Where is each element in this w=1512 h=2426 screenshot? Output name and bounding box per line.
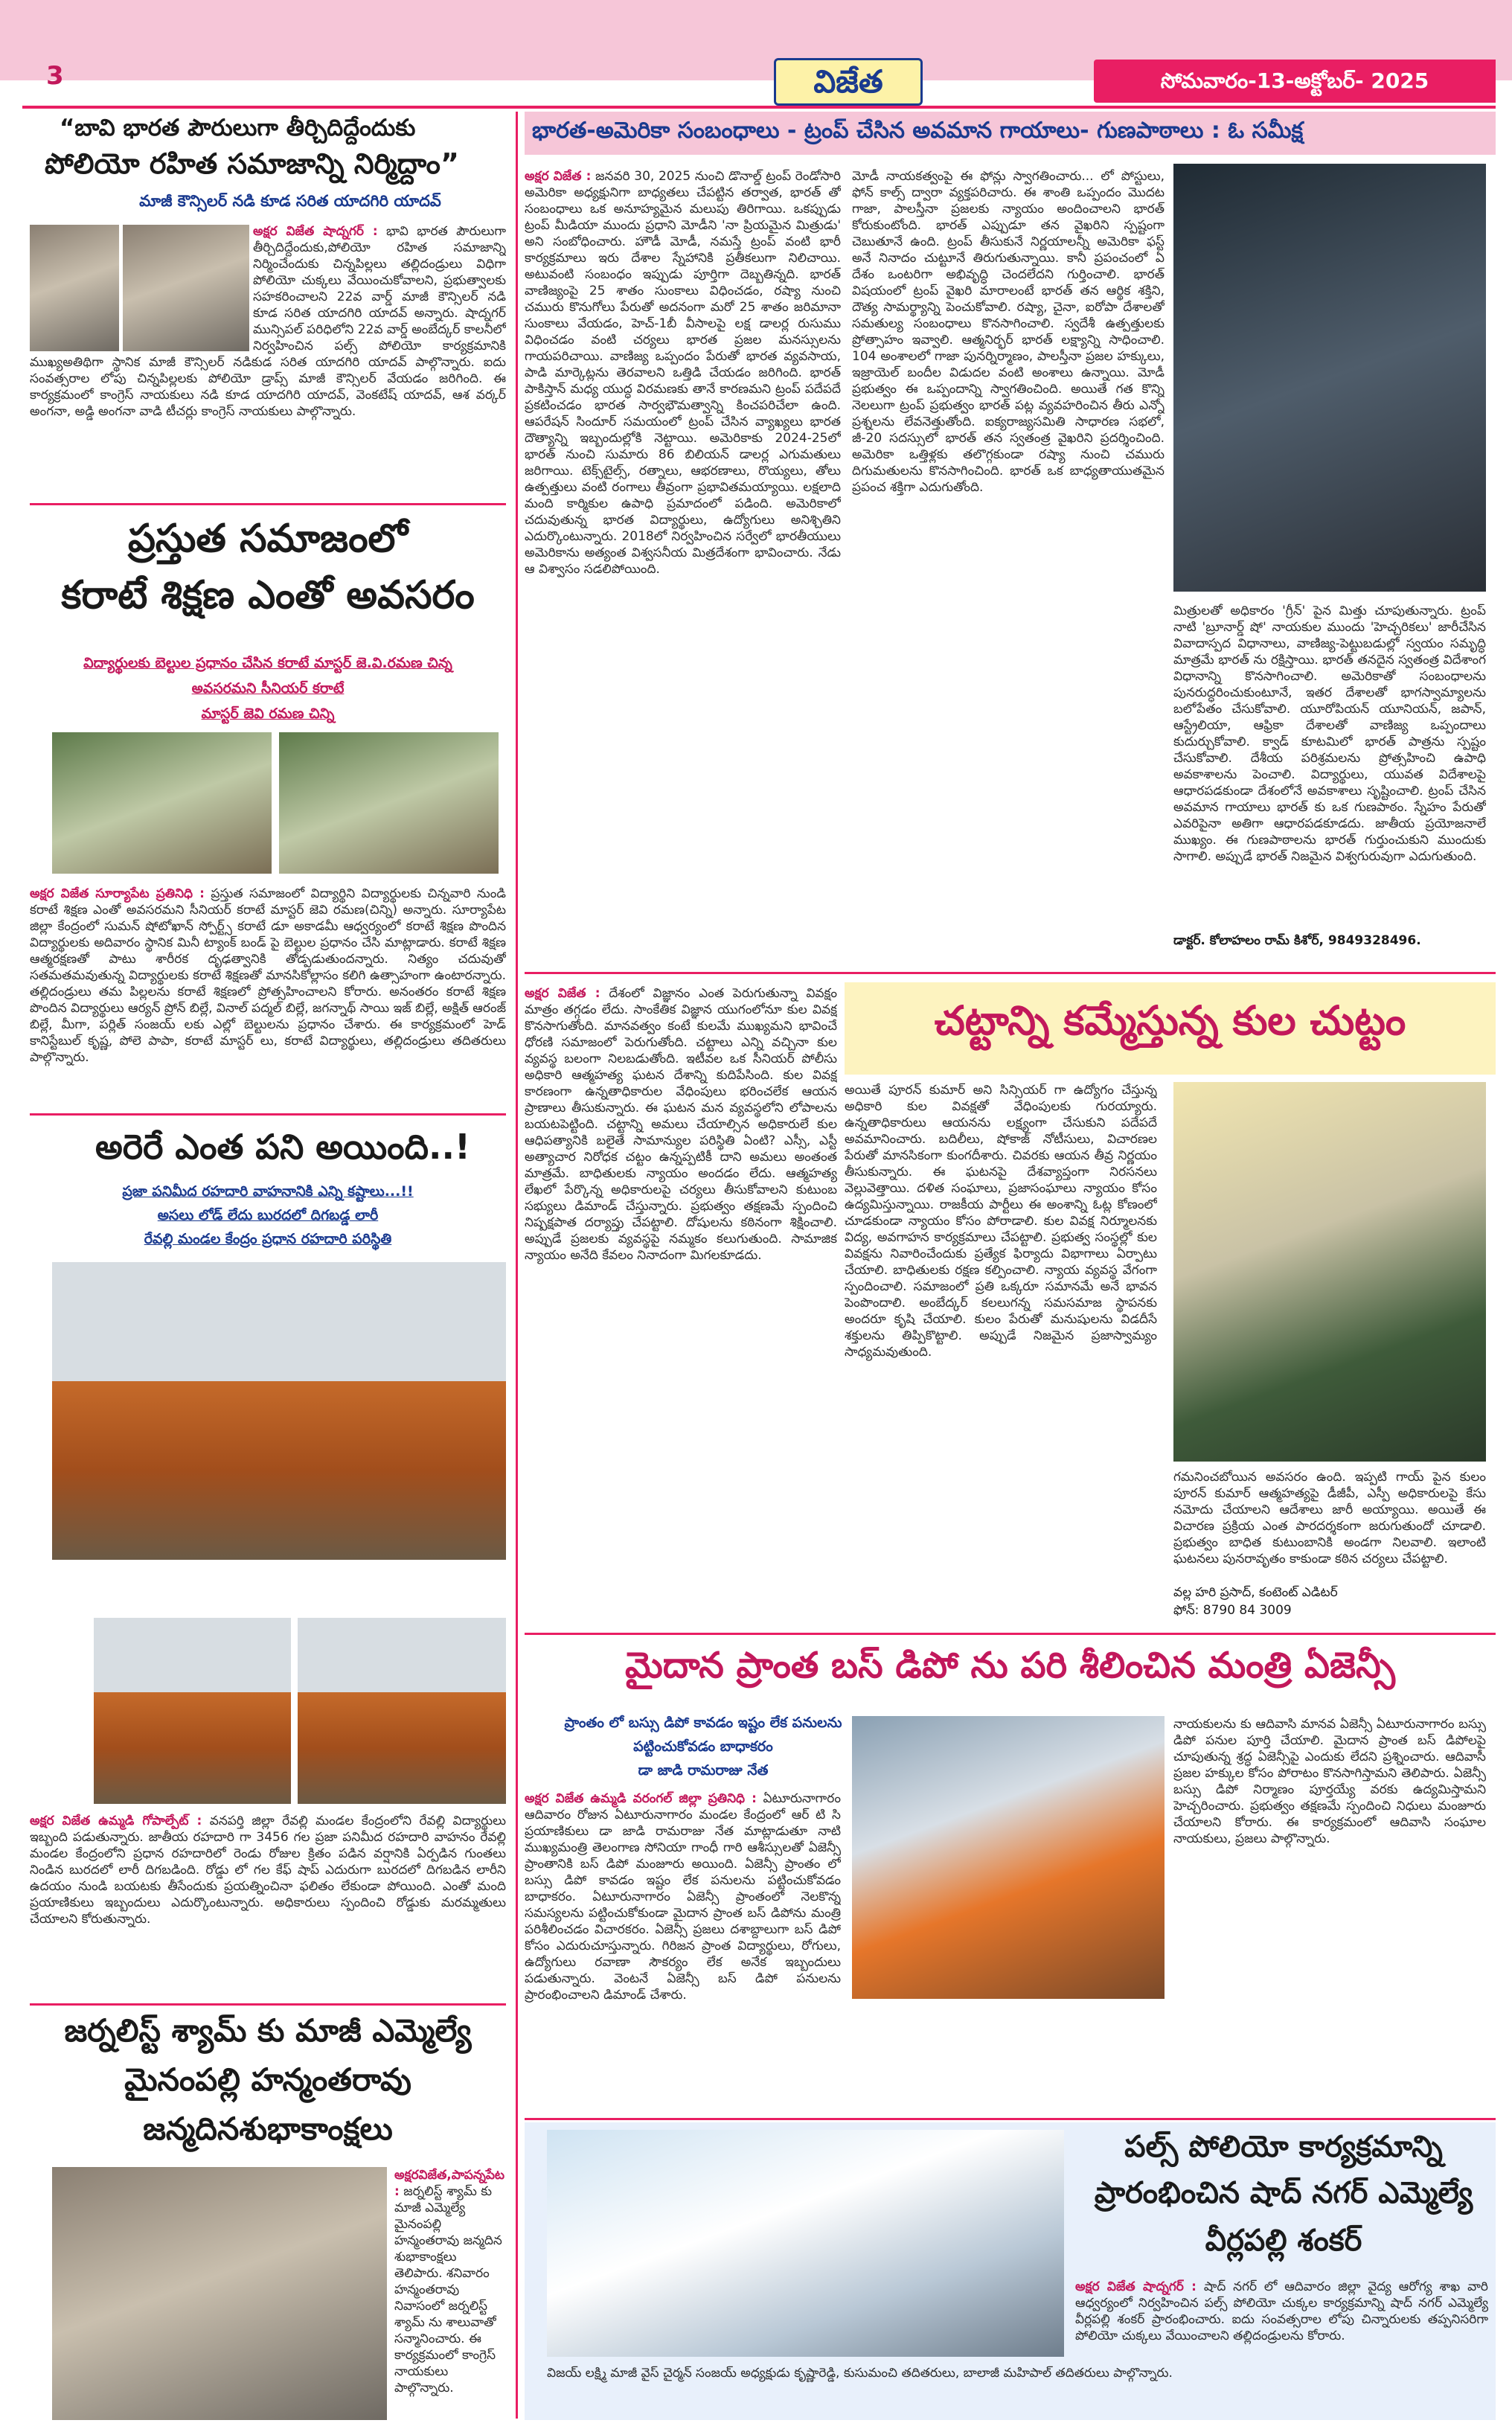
lorry-photo-3: [298, 1618, 506, 1804]
lorry-sub-2: అసలు లోడ్ లేదు బురదలో దిగబడ్డ లారీ: [157, 1207, 379, 1223]
caste-author: వల్ల హరి ప్రసాద్, కంటెంట్ ఎడిటర్: [1173, 1585, 1338, 1600]
karate-photo-2: [279, 732, 499, 874]
birthday-byline: అక్షరవిజేత,పాపన్నపేట :: [394, 2168, 505, 2199]
caste-col-1: [525, 985, 837, 1618]
shadnagar-line-2: ప్రారంభించిన షాద్ నగర్ ఎమ్మెల్యే: [1094, 2176, 1473, 2210]
birthday-story: [30, 2009, 506, 2426]
caste-col-1-text: దేశంలో విజ్ఞానం ఎంత పెరుగుతున్నా వివక్షం మాత్రం తగ్గడం లేదు. సాంకేతిక విజ్ఞాన యుగంలోనూ కుల వివక్ష కొనసాగుతోంది. మానవత్వం కంటే కులమే ముఖ్యమని భావించే ధోరణి సమాజంలో పెరుగుతోంది. చట్టాలు ఎన్ని వచ్చినా కుల వ్యవస్థ బలంగా నిలబడుతోంది. ఇటీవల ఒక సీనియర్ పోలీసు అధికారి ఆత్మహత్య ఘటన దేశాన్ని కుదిపేసింది. కుల వివక్ష కారణంగా ఉన్నతాధికారుల వేధింపులు భరించలేక ఆయన ప్రాణాలు తీసుకున్నారు. ఈ ఘటన మన వ్యవస్థలోని లోపాలను బయటపెట్టింది. చట్టాన్ని అమలు చేయాల్సిన అధికారులే కుల ఆధిపత్యానికి బలైతే సామాన్యుల పరిస్థితి ఏంటి? ఎస్సీ, ఎస్టీ అత్యాచార నిరోధక చట్టం ఉన్నప్పటికీ దాని అమలు అంతంత మాత్రమే. బాధితులకు న్యాయం అందడం లేదు. ఆత్మహత్య లేఖలో పేర్కొన్న అధికారులపై చర్యలు తీసుకోవాలని కుటుంబ సభ్యులు డిమాండ్ చేస్తున్నారు. ప్రభుత్వం తక్షణమే స్పందించి నిష్పక్షపాత దర్యాప్తు చేపట్టాలి. దోషులను కఠినంగా శిక్షించాలి. అప్పుడే ప్రజలకు వ్యవస్థపై నమ్మకం కలుగుతుంది. సామాజిక న్యాయం అనేది కేవలం నినాదంగా మిగలకూడదు.: [525, 986, 837, 1263]
caste-phone: ఫోన్: 8790 84 3009: [1173, 1603, 1292, 1618]
bus-depot-sub-3: డా జాడి రామరాజు నేత: [638, 1762, 769, 1779]
polio-subhead: మాజీ కౌన్సిలర్ నడి కూడ సరిత యాదగిరి యాదవ్: [139, 192, 441, 210]
masthead-rule: [22, 106, 1496, 109]
india-us-photo: [1173, 164, 1486, 592]
polio-story: [30, 112, 506, 499]
karate-body-text: ప్రస్తుత సమాజంలో విద్యార్థిని విద్యార్థులకు చిన్నవారి నుండి కరాటే శిక్షణ ఎంతో అవసరమని సీనియర్ కరాటే మాస్టర్ జెవి రమణ(చిన్ని) అన్నారు. సూర్యాపేట జిల్లా కేంద్రంలో సుమన్ షోటోఖాన్ స్పోర్ట్స్ కరాటే డూ అకాడమీ ఆధ్వర్యంలో కరాటే శిక్షణ పొందిన విద్యార్థులకు అదివారం స్థానిక మినీ ట్యాంక్ బండ్ పై బెల్టుల ప్రధానం చేసి మాట్లాడారు. కరాటే శిక్షణ ఆత్మరక్షణతో పాటు శారీరక దృఢత్వానికి తోడ్పడుతుందన్నారు. నిత్యం చదువుతో సతమతమవుతున్న విద్యార్థులకు కరాటే శిక్షణతో మానసికోల్లాసం కలిగి ఉత్సాహంగా ఉంటారన్నారు. తల్లిదండ్రులు తమ పిల్లలను కరాటే శిక్షణలో ప్రోత్సహించాలని కోరారు. అనంతరం కరాటే శిక్షణ పొందిన విద్యార్థులు ఆర్యన్ ప్రోన్ బిల్లే, వినాల్ పద్మల్ బిల్లే, జగన్నాథ్ సాయి ఇజ్ బిల్లే, అక్షిత్ ఆరంజ్ బిల్లే, మీగా, పర్లిత్ సంజయ్ లకు ఎల్లో బెల్టులను ప్రధానం చేశారు. ఈ కార్యక్రమంలో హెడ్ కానిస్టేబుల్ కృష్ణ, పోలె పాపా, కరాటే మాస్టర్ లు, కరాటే విద్యార్థులు, తల్లిదండ్రులు తదితరులు పాల్గొన్నారు.: [30, 886, 506, 1065]
birthday-line-1: జర్నలిస్ట్ శ్యామ్ కు మాజీ ఎమ్మెల్యే: [64, 2012, 472, 2049]
shadnagar-caption: [547, 2365, 1488, 2414]
birthday-line-3: జన్మదినశుభాకాంక్షలు: [143, 2110, 393, 2147]
india-us-col-3-text: మిత్రులతో అధికారం 'గ్రీన్' పైన మిత్తు చూపుతున్నారు. ట్రంప్ నాటి 'బ్రూనార్డ్ షో' నాయకుల ముందు 'హెచ్చరికలు' జారీచేసిన వివాదాస్పద విధానాలు, వాణిజ్య-పెట్టుబడుల్లో స్వయం సమృద్ధి మాత్రమే భారత్ ను రక్షిస్తాయి. భారత్ తనదైన స్వతంత్ర విదేశాంగ విధానాన్ని కొనసాగించాలి. అమెరికాతో సంబంధాలను పునరుద్ధరించుకుంటూనే, ఇతర దేశాలతో భాగస్వామ్యాలను బలోపేతం చేసుకోవాలి. యూరోపియన్ యూనియన్, జపాన్, ఆస్ట్రేలియా, ఆఫ్రికా దేశాలతో వాణిజ్య ఒప్పందాలు కుదుర్చుకోవాలి. క్వాడ్ కూటమిలో భారత్ పాత్రను స్పష్టం చేసుకోవాలి. దేశీయ పరిశ్రమలను ప్రోత్సహించి ఉపాధి అవకాశాలను పెంచాలి. విద్యార్థులు, యువత విదేశాలపై ఆధారపడకుండా దేశంలోనే అవకాశాలు సృష్టించాలి. ట్రంప్ చేసిన అవమాన గాయాలు భారత్ కు ఒక గుణపాఠం. స్నేహం పేరుతో ఎవరిపైనా అతిగా ఆధారపడకూడదు. జాతీయ ప్రయోజనాలే ముఖ్యం. ఈ గుణపాఠాలను భారత్ గుర్తుంచుకుని ముందుకు సాగాలి. అప్పుడే భారత్ నిజమైన విశ్వగురువుగా ఎదుగుతుంది.: [1173, 604, 1486, 864]
birthday-body: [394, 2167, 506, 2420]
shadnagar-photo: [547, 2130, 1064, 2357]
rule-right-2: [525, 1633, 1496, 1635]
polio-body: [30, 223, 506, 499]
india-us-col-1-text: జనవరి 30, 2025 నుంచి డొనాల్డ్ ట్రంప్ రెండోసారి అమెరికా అధ్యక్షునిగా బాధ్యతలు చేపట్టిన తర్వాత, భారత్ తో సంబంధాలు ఒక అనూహ్యమైన మలుపు తిరిగాయి. ఒకప్పుడు ట్రంప్ మీడియా ముందు ప్రధాని మోడీని 'నా ప్రియమైన మిత్రుడు' అని సంబోధించారు. హౌడీ మోడీ, నమస్తే ట్రంప్ వంటి భారీ కార్యక్రమాలు ఇరు దేశాల స్నేహానికి ప్రతీకలుగా నిలిచాయి. అటువంటి సంబంధం ఇప్పుడు పూర్తిగా దెబ్బతిన్నది. భారత్ వాణిజ్యంపై 25 శాతం సుంకాలు విధించడం, రష్యా నుంచి చమురు కొనుగోలు పేరుతో అదనంగా మరో 25 శాతం జరిమానా సుంకాలు వేయడం, హెచ్-1బీ వీసాలపై లక్ష డాలర్ల రుసుము విధించడం వంటి చర్యలు భారత ప్రజల మనస్సులను గాయపరిచాయి. వాణిజ్య ఒప్పందం పేరుతో భారత వ్యవసాయ, పాడి మార్కెట్లను తెరవాలని ఒత్తిడి చేయడం జరిగింది. భారత్ పాకిస్తాన్ మధ్య యుద్ధ విరమణకు తానే కారణమని ట్రంప్ పదేపదే ప్రకటించడం భారత సార్వభౌమత్వాన్ని కించపరిచేలా ఉంది. ఆపరేషన్ సిందూర్ సమయంలో ట్రంప్ చేసిన వ్యాఖ్యలు భారత దౌత్యాన్ని ఇబ్బందుల్లోకి నెట్టాయి. అమెరికాకు 2024-25లో భారత్ నుంచి సుమారు 86 బిలియన్ డాలర్ల ఎగుమతులు జరిగాయి. టెక్స్‌టైల్స్, రత్నాలు, ఆభరణాలు, రొయ్యలు, తోలు ఉత్పత్తులు వంటి రంగాలు తీవ్రంగా ప్రభావితమయ్యాయి. లక్షలాది మంది కార్మికుల ఉపాధి ప్రమాదంలో పడింది. అమెరికాలో చదువుతున్న భారత విద్యార్థులు, ఉద్యోగులు అనిశ్చితిని ఎదుర్కొంటున్నారు. 2018లో నిర్వహించిన సర్వేలో భారతీయులు అమెరికాను అత్యంత విశ్వసనీయ మిత్రదేశంగా భావించారు. నేడు ఆ విశ్వాసం సడలిపోయింది.: [525, 169, 841, 577]
polio-headline-quote: “బావి భారత పౌరులుగా తీర్చిదిద్దేందుకు: [60, 115, 416, 141]
birthday-body-text: జర్నలిస్ట్ శ్యామ్ కు మాజీ ఎమ్మెల్యే మైనంపల్లి హన్మంతరావు జన్మదిన శుభాకాంక్షలు తెలిపారు. శనివారం హన్మంతరావు నివాసంలో జర్నలిస్ట్ శ్యామ్ ను శాలువాతో సన్మానించారు. ఈ కార్యక్రమంలో కాంగ్రెస్ నాయకులు పాల్గొన్నారు.: [394, 2184, 502, 2395]
rule-right-3: [525, 2118, 1496, 2120]
karate-sub-3: మాస్టర్ జెవి రమణ చిన్ని: [201, 705, 335, 722]
polio-headline-main: పోలియో రహిత సమాజాన్ని నిర్మిద్దాం”: [45, 147, 459, 180]
column-divider: [516, 112, 518, 2419]
birthday-photo: [52, 2167, 387, 2420]
shadnagar-polio-story: [525, 2122, 1496, 2420]
india-us-col-1: [525, 168, 841, 964]
masthead-logo: విజేత: [774, 58, 923, 106]
karate-sub-2: అవసరమని సీనియర్ కరాటే: [191, 680, 345, 697]
karate-photo-1: [52, 732, 272, 874]
lorry-photo-2: [94, 1618, 291, 1804]
page-number: 3: [46, 61, 64, 91]
india-us-headline: భారత-అమెరికా సంబంధాలు - ట్రంప్ చేసిన అవమాన గాయాలు- గుణపాఠాలు : ఓ సమీక్ష: [532, 118, 1304, 144]
birthday-line-2: మైనంపల్లి హన్మంతరావు: [124, 2061, 411, 2098]
caste-headline: చట్టాన్ని కమ్మేస్తున్న కుల చుట్టం: [934, 997, 1406, 1044]
bus-depot-col-1: [525, 1790, 841, 2110]
bus-depot-headline: మైదాన ప్రాంత బస్ డిపో ను పరి శీలించిన మంత్రి ఏజెన్సీ: [624, 1645, 1396, 1686]
bus-depot-sub-2: పట్టించుకోవడం బాధాకరం: [633, 1738, 773, 1755]
karate-headline-2: కరాటే శిక్షణ ఎంతో అవసరం: [61, 573, 475, 618]
caste-story: [525, 978, 1496, 1625]
shadnagar-line-3: వీర్లపల్లి శంకర్: [1205, 2224, 1362, 2258]
india-us-col-2-text: మోడీ నాయకత్వంపై ఈ ఫోన్లు స్వాగతించారు... లో పోస్టులు, ఫోన్ కాల్స్ ద్వారా వ్యక్తపరిచారు. ఈ శాంతి ఒప్పందం మొదట గాజా, పాలస్తీనా ప్రజలకు న్యాయం అందించాలని భారత్ కోరుకుంటోంది. భారత్ ఎప్పుడూ తన వైఖరిని స్పష్టంగా చెబుతూనే ఉంది. ట్రంప్ తీసుకునే నిర్ణయాలన్నీ అమెరికా ఫస్ట్ అనే నినాదం చుట్టూనే తిరుగుతున్నాయి. కానీ ప్రపంచంలో ఏ దేశం ఒంటరిగా అభివృద్ధి చెందలేదని గుర్తించాలి. భారత్ విషయంలో ట్రంప్ వైఖరి మారాలంటే భారత్ తన ఆర్థిక శక్తిని, దౌత్య సామర్థ్యాన్ని పెంచుకోవాలి. రష్యా, చైనా, ఐరోపా దేశాలతో సమతుల్య సంబంధాలు కొనసాగించాలి. స్వదేశీ ఉత్పత్తులకు ప్రోత్సాహం ఇవ్వాలి. ఆత్మనిర్భర్ భారత్ లక్ష్యాన్ని సాధించాలి. 104 అంశాలలో గాజా పునర్నిర్మాణం, పాలస్తీనా ప్రజల హక్కులు, ఇజ్రాయెల్ బందీల విడుదల వంటి అంశాలు ఉన్నాయి. మోడీ ప్రభుత్వం ఈ ఒప్పందాన్ని స్వాగతించింది. అయితే గత కొన్ని నెలలుగా ట్రంప్ ప్రభుత్వం భారత్ పట్ల వ్యవహరించిన తీరు ఎన్నో ప్రశ్నలను లేవనెత్తుతోంది. ఐక్యరాజ్యసమితి సాధారణ సభలో, జీ-20 సదస్సులో భారత్ తన స్వతంత్ర వైఖరిని ప్రదర్శించింది. అమెరికా ఒత్తిళ్లకు తలొగ్గకుండా రష్యా నుంచి చమురు దిగుమతులను కొనసాగించింది. భారత్ ఒక బాధ్యతాయుతమైన ప్రపంచ శక్తిగా ఎదుగుతోంది.: [852, 169, 1165, 495]
shadnagar-body: [1075, 2279, 1488, 2361]
lorry-byline: అక్షర విజేత ఉమ్మడి గోపాల్పేట్ :: [30, 1814, 202, 1828]
lorry-photo-main: [52, 1262, 506, 1560]
caste-photo: [1173, 1082, 1486, 1462]
bus-depot-byline: అక్షర విజేత ఉమ్మడి వరంగల్ జిల్లా ప్రతినిధి :: [525, 1791, 757, 1806]
india-us-byline: అక్షర విజేత :: [525, 169, 592, 184]
rule-right-1: [525, 972, 1496, 974]
rule-left-1: [30, 503, 506, 505]
shadnagar-caption-text: విజయ్ లక్ష్మి మాజీ వైస్ చైర్మన్ సంజయ్ అధ్యక్షుడు కృష్ణారెడ్డి, కుసుమంచి తదితరులు, బాలాజీ మహిపాల్ తదితరులు పాల్గొన్నారు.: [547, 2366, 1173, 2381]
karate-headline-1: ప్రస్తుత సమాజంలో: [127, 516, 409, 561]
caste-col-2-text: అయితే పూరన్ కుమార్ అని సిన్సియర్ గా ఉద్యోగం చేస్తున్న అధికారి కుల వివక్షతో వేధింపులకు గురయ్యారు. ఉన్నతాధికారులు ఆయనను లక్ష్యంగా చేసుకుని పదేపదే అవమానించారు. బదిలీలు, షోకాజ్ నోటీసులు, విచారణల పేరుతో మానసికంగా కుంగదీశారు. చివరకు ఆయన తీవ్ర నిర్ణయం తీసుకున్నారు. ఈ ఘటనపై దేశవ్యాప్తంగా నిరసనలు వెల్లువెత్తాయి. దళిత సంఘాలు, ప్రజాసంఘాలు న్యాయం కోసం ఉద్యమిస్తున్నాయి. రాజకీయ పార్టీలు ఈ అంశాన్ని ఓట్ల కోణంలో చూడకుండా న్యాయం కోసం పోరాడాలి. కుల వివక్ష నిర్మూలనకు విద్య, అవగాహన కార్యక్రమాలు చేపట్టాలి. ప్రభుత్వ సంస్థల్లో కుల వివక్షను నివారించేందుకు ప్రత్యేక ఫిర్యాదు విభాగాలు ఏర్పాటు చేయాలి. బాధితులకు రక్షణ కల్పించాలి. న్యాయ వ్యవస్థ వేగంగా స్పందించాలి. సమాజంలో ప్రతి ఒక్కరూ సమానమే అనే భావన పెంపొందాలి. అంబేద్కర్ కలలుగన్న సమసమాజ స్థాపనకు అందరూ కృషి చేయాలి. కులం పేరుతో మనుషులను విడదీసే శక్తులను తిప్పికొట్టాలి. అప్పుడే నిజమైన ప్రజాస్వామ్యం సాధ్యమవుతుంది.: [845, 1083, 1157, 1360]
polio-byline: అక్షర విజేత షాద్నగర్ :: [253, 224, 378, 239]
rule-left-3: [30, 2003, 506, 2006]
karate-byline: అక్షర విజేత సూర్యాపేట ప్రతినిధి :: [30, 886, 205, 901]
lorry-body-text: వనపర్తి జిల్లా రేవల్లి మండల కేంద్రంలోని రేవల్లి విద్యార్థులు ఇబ్బంది పడుతున్నారు. జాతీయ రహదారి గా 3456 గల ప్రజా పనిమీద రహదారి వాహనం రేవల్లి మండల కేంద్రంలోని ప్రధాన రహదారిలో రెండు రోజుల క్రితం పడిన వర్షానికి ఏర్పడిన గుంతలు నిండిన బురదలో లారీ దిగబడింది. రోడ్డు లో గల కేఫ్ షాప్ ఎదురుగా బురదలో దిగబడిన లారీని ఉదయం నుండి బయటకు తీసేందుకు ప్రయత్నించినా ఫలితం లేకుండా పోయింది. ఎంతో మంది ప్రయాణికులు ఇబ్బందులు ఎదుర్కొంటున్నారు. అధికారులు స్పందించి రోడ్డుకు మరమ్మతులు చేయాలని కోరుతున్నారు.: [30, 1814, 506, 1927]
karate-body: [30, 886, 506, 1094]
caste-col-3-text: గమనించబోయిన అవసరం ఉంది. ఇప్పటి గాయ్ పైన కులం పూరన్ కుమార్ ఆత్మహత్యపై డీజీపీ, ఎస్పీ అధికారులపై కేసు నమోదు చేయాలని ఆదేశాలు జారీ అయ్యాయి. అయితే ఈ విచారణ ప్రక్రియ ఎంత పారదర్శకంగా జరుగుతుందో చూడాలి. ప్రభుత్వం బాధిత కుటుంబానికి అండగా నిలవాలి. ఇలాంటి ఘటనలు పునరావృతం కాకుండా కఠిన చర్యలు చేపట్టాలి.: [1173, 1470, 1486, 1566]
india-us-story: [525, 112, 1496, 967]
lorry-sub-1: ప్రజా పనిమీద రహదారి వాహనానికి ఎన్ని కష్టాలు...!!: [122, 1183, 414, 1200]
india-us-col-3: [1173, 603, 1486, 930]
karate-sub-1: విద్యార్థులకు బెల్టుల ప్రధానం చేసిన కరాటే మాస్టర్ జె.వి.రమణ చిన్న: [83, 655, 452, 671]
rule-left-2: [30, 1113, 506, 1116]
india-us-col-2: [852, 168, 1165, 964]
caste-col-2: [845, 1082, 1157, 1618]
shadnagar-line-1: పల్స్ పోలియో కార్యక్రమాన్ని: [1124, 2130, 1443, 2164]
lorry-body: [30, 1813, 506, 1999]
polio-body-text: భావి భారత పౌరులుగా తీర్చిదిద్దేందుకు,పోలియో రహిత సమాజాన్ని నిర్మించేందుకు చిన్నపిల్లలు తల్లిదండ్రులు విధిగా పోలియో చుక్కలు వేయించుకోవాలని, ప్రభుత్వాలకు సహకరించాలని 22వ వార్డ్ మాజీ కౌన్సిలర్ నడి కూడ సరిత యాదగిరి యాదవ్ అన్నారు. షాద్నగర్ మున్సిపల్ పరిధిలోని 22వ వార్డ్ అంబేద్కర్ కాలనీలో నిర్వహించిన పల్స్ పోలియో కార్యక్రమానికి ముఖ్యఅతిథిగా స్థానిక మాజీ కౌన్సిలర్ నడికుడ సరిత యాదగిరి యాదవ్ పాల్గొన్నారు. ఐదు సంవత్సరాల లోపు చిన్నపిల్లలకు పోలియో డ్రాప్స్ మాజీ కౌన్సిలర్ వేయడం జరిగింది. ఈ కార్యక్రమంలో కాంగ్రెస్ నాయకులు నడి కూడ యాదగిరి యాదవ్, వెంకటేష్ యాదవ్, ఆశ వర్కర్ అంగనా, అడ్డి అంగనా వాడి టీచర్లు కాంగ్రెస్ నాయకులు పాల్గొన్నారు.: [30, 224, 506, 419]
bus-depot-col-2: [1173, 1716, 1486, 2110]
caste-byline: అక్షర విజేత :: [525, 986, 600, 1001]
bus-depot-story: [525, 1637, 1496, 2113]
india-us-author: డాక్టర్. కోలాహలం రామ్ కిశోర్, 9849328496.: [1173, 933, 1421, 948]
lorry-story: [30, 1121, 506, 1999]
karate-story: [30, 509, 506, 1097]
bus-depot-col-2-text: నాయకులను కు ఆదివాసి మానవ ఏజెన్సీ ఏటూరునాగారం బస్సు డిపో పనుల పూర్తి చేయాలి. మైదాన ప్రాంత బస్ డిపోలపై చూపుతున్న శ్రద్ధ ఏజెన్సీపై ఎందుకు లేదని ప్రశ్నించారు. ఆదివాసీ ప్రజల హక్కుల కోసం పోరాటం కొనసాగిస్తామని తెలిపారు. ఏజెన్సీ బస్సు డిపో నిర్మాణం పూర్తయ్యే వరకు ఉద్యమిస్తామని హెచ్చరించారు. ప్రభుత్వం తక్షణమే స్పందించి నిధులు మంజూరు చేయాలని కోరారు. ఈ కార్యక్రమంలో ఆదివాసి సంఘాల నాయకులు, ప్రజలు పాల్గొన్నారు.: [1173, 1717, 1486, 1846]
shadnagar-byline: అక్షర విజేత షాద్నగర్ :: [1075, 2279, 1197, 2294]
caste-col-3: [1173, 1469, 1486, 1581]
bus-depot-sub-1: ప్రాంతం లో బస్సు డిపో కావడం ఇష్టం లేక పనులను: [564, 1715, 842, 1731]
bus-depot-photo: [852, 1716, 1165, 1999]
shadnagar-body-text: షాద్ నగర్ లో ఆదివారం జిల్లా వైద్య ఆరోగ్య శాఖ వారి ఆధ్వర్యంలో నిర్వహించిన పల్స్ పోలియో చుక్కల కార్యక్రమాన్ని షాద్ నగర్ ఎమ్మెల్యే వీర్లపల్లి శంకర్ ప్రారంభించారు. ఐదు సంవత్సరాల లోపు చిన్నారులకు తప్పనిసరిగా పోలియో చుక్కలు వేయించాలని తల్లిదండ్రులను కోరారు.: [1075, 2279, 1488, 2343]
lorry-headline: అరెరే ఎంత పని అయింది..!: [95, 1127, 470, 1167]
bus-depot-col-1-text: ఏటూరునాగారం ఆదివారం రోజున ఏటూరునాగారం మండల కేంద్రంలో ఆర్ టి సి ప్రయాణికులు డా జాడి రామరాజు నేత మాట్లాడుతూ నాటి ముఖ్యమంత్రి తెలంగాణ సోనియా గాంధీ గారి ఆశీస్సులతో ఏజెన్సీ ప్రాంతానికి బస్ డిపో మంజూరు అయింది. ఏజెన్సీ ప్రాంతం లో బస్సు డిపో కావడం ఇష్టం లేక పనులను పట్టించుకోవడం బాధాకరం. ఏటూరునాగారం ఏజెన్సీ ప్రాంతంలో నెలకొన్న సమస్యలను పట్టించుకోకుండా మైదాన ప్రాంత బస్ డిపోను మంత్రి పరిశీలించడం విచారకరం. ఏజెన్సీ ప్రజలు దశాబ్దాలుగా బస్ డిపో కోసం ఎదురుచూస్తున్నారు. గిరిజన ప్రాంత విద్యార్థులు, రోగులు, ఉద్యోగులు రవాణా సౌకర్యం లేక అనేక ఇబ్బందులు పడుతున్నారు. వెంటనే ఏజెన్సీ బస్ డిపో పనులను ప్రారంభించాలని డిమాండ్ చేశారు.: [525, 1791, 841, 2003]
date-banner: సోమవారం-13-అక్టోబర్- 2025: [1094, 60, 1496, 103]
lorry-sub-3: రేవల్లి మండల కేంద్రం ప్రధాన రహదారి పరిస్థితి: [144, 1231, 392, 1247]
